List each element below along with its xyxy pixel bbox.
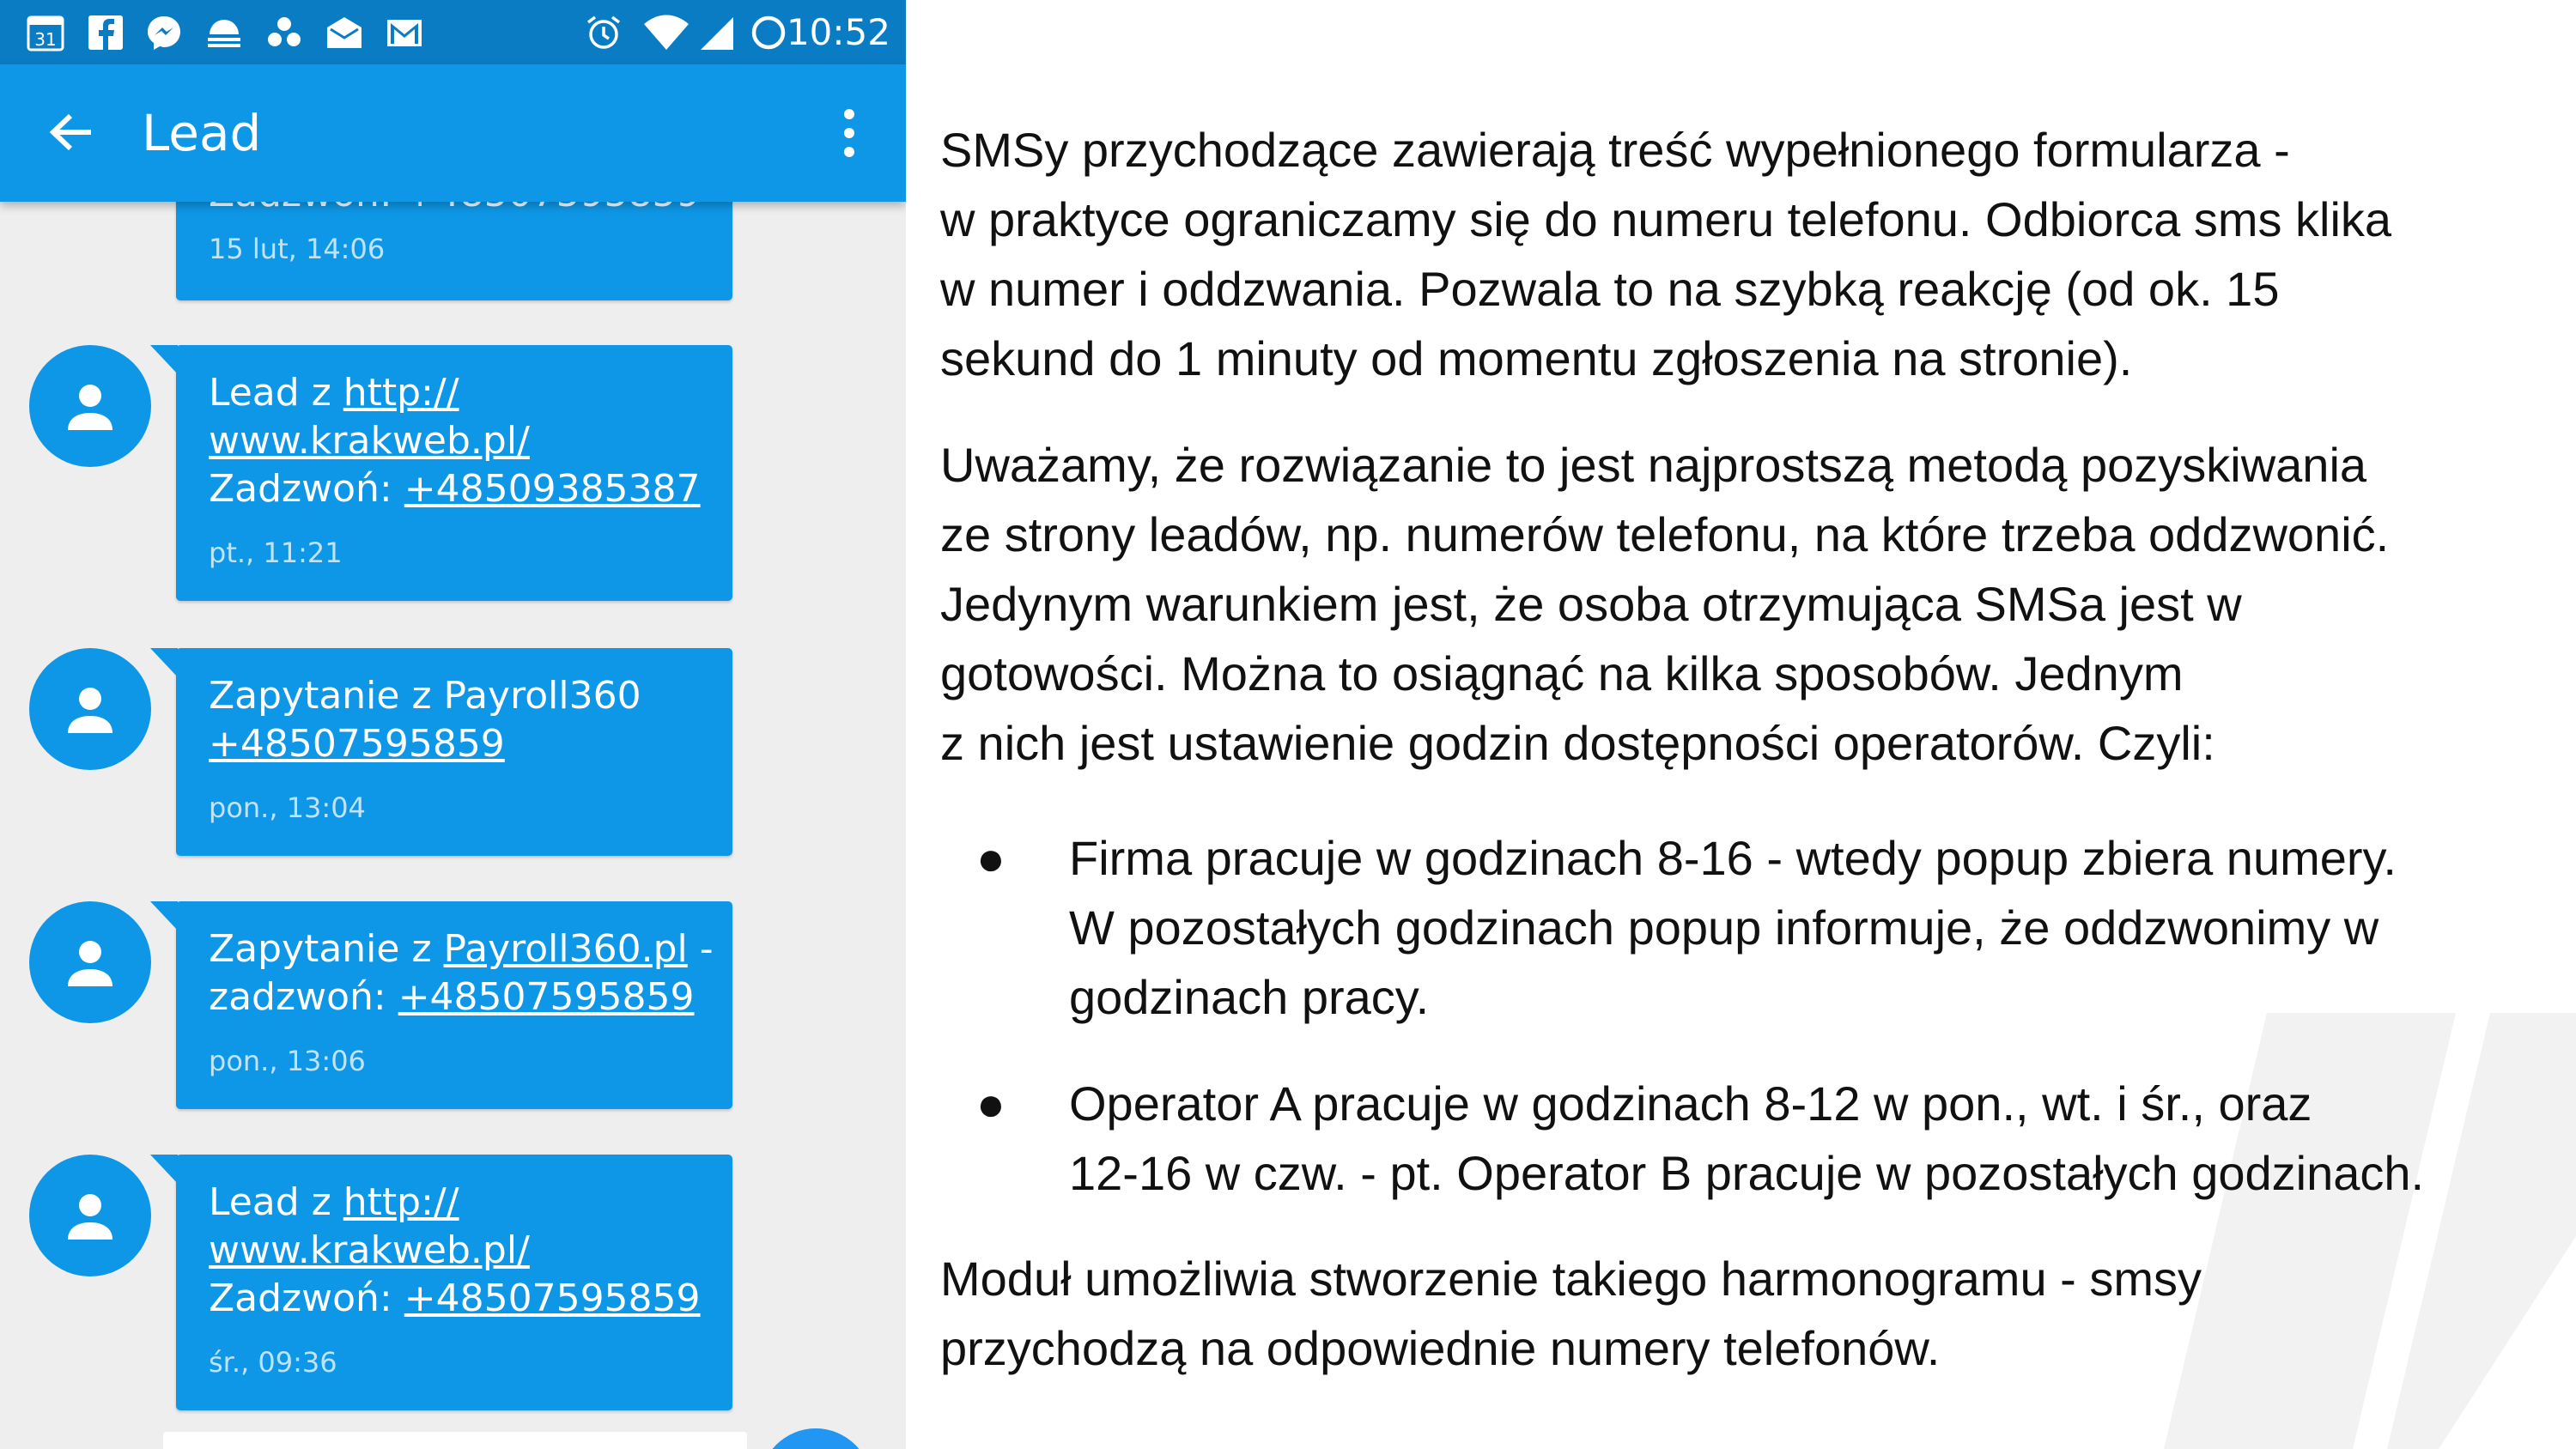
bubble-tail	[150, 901, 178, 931]
person-icon	[64, 683, 116, 735]
message-link[interactable]: Payroll360.pl	[443, 927, 688, 971]
person-icon	[64, 380, 116, 432]
message-text: Zapytanie z Payroll360.pl - zadzwoń: +48507595859	[209, 927, 714, 1019]
message-bubble[interactable]	[176, 345, 732, 601]
bubble-tail	[150, 1155, 178, 1184]
person-icon	[64, 1190, 116, 1241]
bubble-tail	[150, 345, 178, 374]
alarm-icon	[584, 14, 623, 52]
message-time: śr., 09:36	[209, 1346, 337, 1379]
contact-avatar[interactable]	[29, 345, 151, 467]
apps-icon	[264, 14, 304, 52]
bullet-dot: ●	[976, 831, 1005, 885]
message-bubble[interactable]	[176, 648, 732, 856]
message-link[interactable]: http://	[343, 1180, 459, 1224]
cell-signal-icon	[697, 14, 737, 52]
message-link[interactable]: www.krakweb.pl/	[209, 1228, 530, 1272]
bubble-tail	[150, 648, 178, 677]
sync-icon	[749, 14, 788, 52]
bullet-text: Firma pracuje w godzinach 8-16 - wtedy popup zbiera numery. W pozostałych godzinach popup informuje, że oddzwonimy w godzinach pracy.	[1069, 831, 2397, 1024]
phone-number-link[interactable]: +48507595859	[398, 975, 695, 1019]
message-link[interactable]: www.krakweb.pl/	[209, 419, 530, 463]
message-time: pon., 13:04	[209, 791, 366, 824]
message-text: Zapytanie z Payroll360 +48507595859	[209, 674, 641, 766]
message-bubble[interactable]	[176, 1155, 732, 1410]
bullet-dot: ●	[976, 1076, 1005, 1131]
paragraph-intro: SMSy przychodzące zawierają treść wypełnionego formularza - w praktyce ograniczamy się do numeru telefonu. Odbiorca sms klika w numer i oddzwania. Pozwala to na szybką reakcję (od ok. 15 sekund do 1 minuty od momentu zgłoszenia na stronie).	[940, 123, 2392, 385]
phone-screenshot	[0, 0, 906, 1449]
more-vert-icon[interactable]	[834, 106, 865, 161]
facebook-icon	[86, 14, 125, 52]
calendar-icon	[26, 14, 65, 52]
message-time: pt., 11:21	[209, 537, 343, 569]
message-bubble[interactable]	[176, 901, 732, 1109]
person-icon	[64, 937, 116, 988]
svg-text:31: 31	[34, 29, 57, 50]
app-bar	[0, 64, 906, 202]
paragraph-details: Uważamy, że rozwiązanie to jest najprostszą metodą pozyskiwania ze strony leadów, np. numerów telefonu, na które trzeba oddzwonić. Jedynym warunkiem jest, że osoba otrzymująca SMSa jest w gotowości. Można to osiągnąć na kilka sposobów. Jednym z nich jest ustawienie godzin dostępności operatorów. Czyli:	[940, 438, 2390, 770]
mail-open-icon	[325, 14, 364, 52]
message-text: Lead z http:// www.krakweb.pl/ Zadzwoń: +48507595859	[209, 1180, 701, 1320]
messenger-icon	[144, 14, 184, 52]
conversation-title: Lead	[142, 104, 262, 162]
contact-avatar[interactable]	[29, 901, 151, 1023]
phone-number-link[interactable]: +48507595859	[404, 1276, 701, 1320]
bullet-text: Operator A pracuje w godzinach 8-12 w pon., wt. i śr., oraz 12-16 w czw. - pt. Operator B pracuje w pozostałych godzinach.	[1069, 1076, 2425, 1200]
message-text: Lead z http:// www.krakweb.pl/ Zadzwoń: +48509385387	[209, 371, 701, 511]
wifi-icon	[642, 14, 690, 52]
contact-avatar[interactable]	[29, 648, 151, 770]
weather-icon	[204, 14, 244, 52]
contact-avatar[interactable]	[29, 1155, 151, 1276]
status-time: 10:52	[786, 11, 890, 53]
phone-number-link[interactable]: +48509385387	[404, 467, 701, 511]
back-arrow-icon[interactable]	[45, 106, 98, 159]
status-bar	[0, 0, 906, 64]
message-link[interactable]: http://	[343, 371, 459, 415]
message-time: 15 lut, 14:06	[209, 233, 386, 265]
paragraph-summary: Moduł umożliwia stworzenie takiego harmonogramu - smsy przychodzą na odpowiednie numery telefonów.	[940, 1252, 2202, 1375]
message-time: pon., 13:06	[209, 1045, 366, 1077]
phone-number-link[interactable]: +48507595859	[209, 722, 505, 766]
gmail-icon	[385, 14, 424, 52]
compose-field[interactable]	[163, 1432, 747, 1449]
new-message-fab[interactable]	[760, 1428, 872, 1449]
